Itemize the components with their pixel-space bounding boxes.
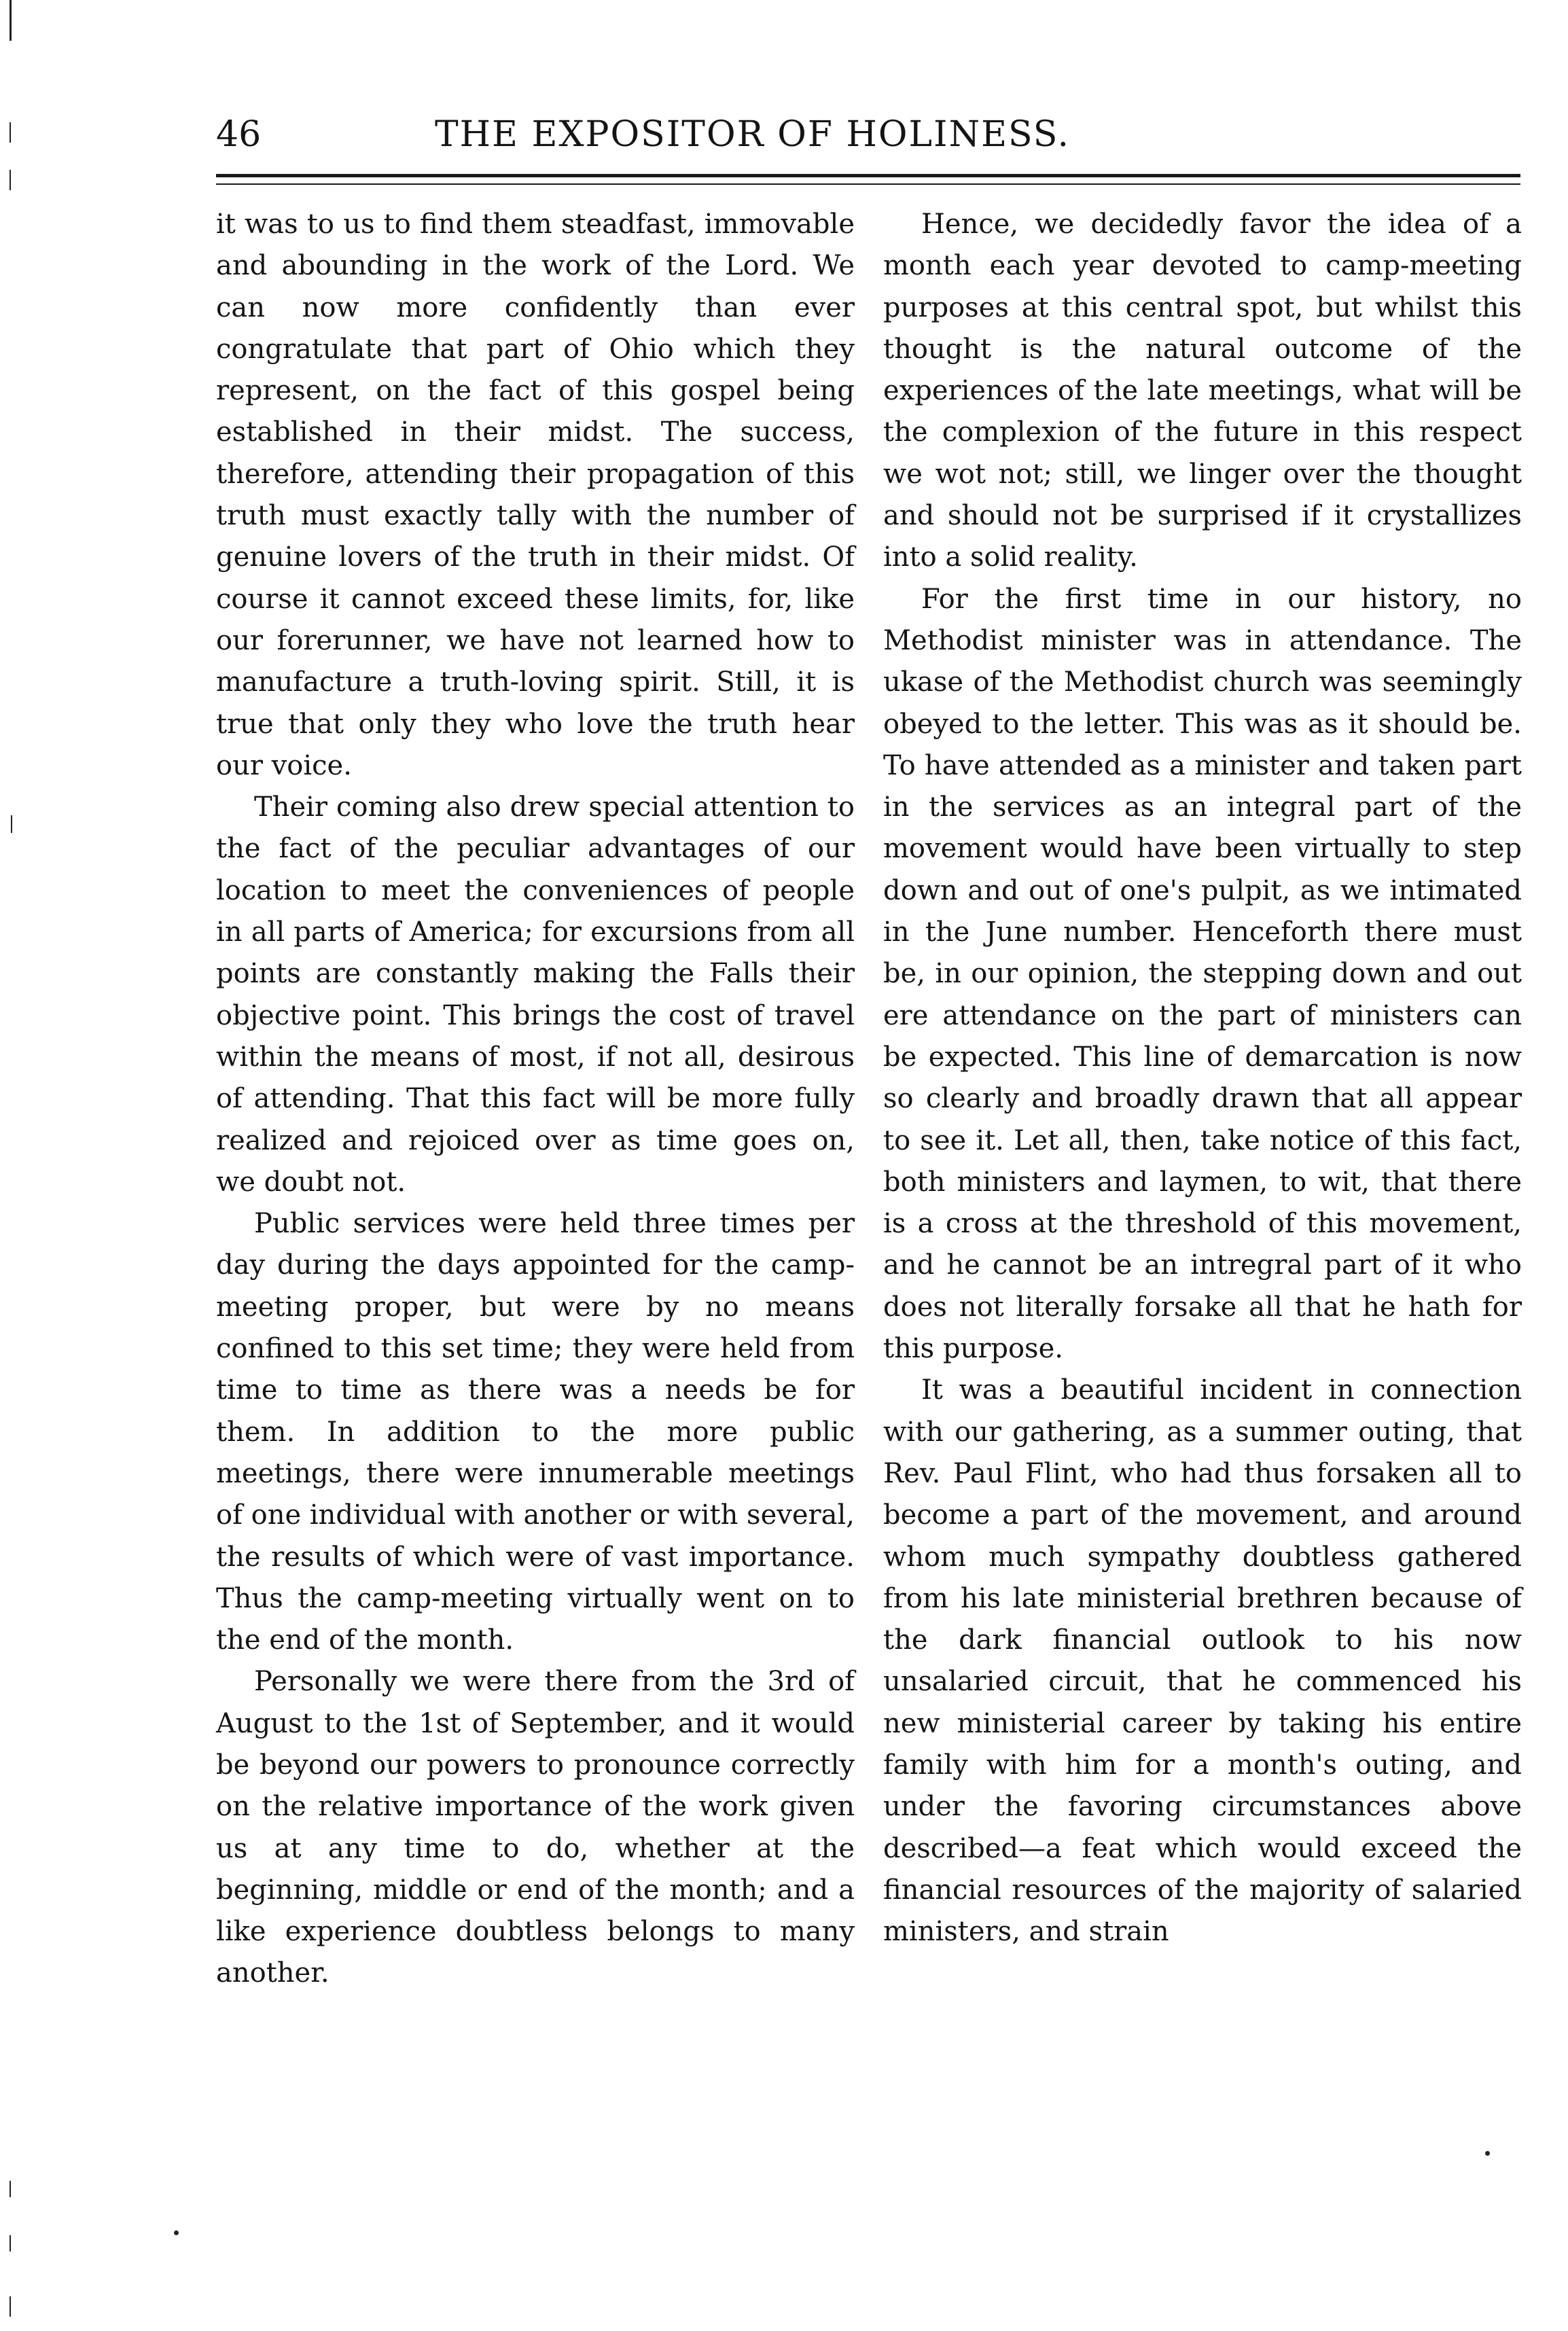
- paragraph: Personally we were there from the 3rd of August to the 1st of September, and it would be beyond our powers to pronounce correctly on the relative importance of the work given us at any time to do, whether at the beginning, middle or end of the month; and a like experience doubtless belongs to many another.: [216, 1666, 855, 1989]
- paragraph: For the first time in our history, no Methodist minister was in attendance. The ukase of the Methodist church was seemingly obeyed to the letter. This was as it should be. To have attended as a minister and taken part in the services as an integral part of the movement would have been virtually to step down and out of one's pulpit, as we intimated in the June number. Henceforth there must be, in our opinion, the stepping down and out ere attendance on the part of ministers can be expected. This line of demarcation is now so clearly and broadly drawn that all appear to see it. Let all, then, take notice of this fact, both ministers and laymen, to wit, that there is a cross at the threshold of this movement, and he cannot be an intregral part of it who does not literally forsake all that he hath for this purpose.: [883, 583, 1522, 1365]
- paragraph: it was to us to find them steadfast, immovable and abounding in the work of the Lord. We can now more confidently than ever congratulate that part of Ohio which they represent, on the fact of this gospel being established in their midst. The success, therefore, attending their propagation of this truth must exactly tally with the number of genuine lovers of the truth in their midst. Of course it cannot exceed these limits, for, like our forerunner, we have not learned how to manufacture a truth-loving spirit. Still, it is true that only they who love the truth hear our voice.: [216, 209, 855, 781]
- header-rule-thick: [216, 174, 1520, 177]
- paragraph: Public services were held three times per day during the days appointed for the camp-meeting proper, but were by no means confined to this set time; they were held from time to time as there was a needs be for them. In addition to the more public meetings, there were innumerable meetings of one individual with another or with several, the results of which were of vast importance. Thus the camp-meeting virtually went on to the end of the month.: [216, 1208, 855, 1656]
- margin-mark: [10, 170, 11, 190]
- running-title: THE EXPOSITOR OF HOLINESS.: [435, 114, 1071, 155]
- margin-mark: [10, 0, 12, 41]
- margin-mark: [10, 2296, 11, 2317]
- paragraph: It was a beautiful incident in connection with our gathering, as a summer outing, that Rev. Paul Flint, who had thus forsaken all to become a part of the movement, and around whom much sympathy doubtless gathered from his late ministerial brethren because of the dark financial outlook to his now unsalaried circuit, that he commenced his new ministerial career by taking his entire family with him for a month's outing, and under the favoring circumstances above described—a feat which would exceed the financial resources of the majority of salaried ministers, and strain: [883, 1374, 1522, 1948]
- scan-dot: [174, 2230, 179, 2235]
- right-column: [883, 204, 1522, 1953]
- page-number: 46: [216, 114, 262, 155]
- paragraph: Hence, we decidedly favor the idea of a month each year devoted to camp-meeting purposes at this central spot, but whilst this thought is the natural outcome of the experiences of the late meetings, what will be the complexion of the future in this respect we wot not; still, we linger over the thought and should not be surprised if it crystallizes into a solid reality.: [883, 209, 1522, 573]
- margin-mark: [10, 2181, 11, 2197]
- header-rule-thin: [216, 183, 1520, 185]
- paragraph: Their coming also drew special attention to the fact of the peculiar advantages of our location to meet the conveniences of people in all parts of America; for excursions from all points are constantly making the Falls their objective point. This brings the cost of travel within the means of most, if not all, desirous of attending. That this fact will be more fully realized and rejoiced over as time goes on, we doubt not.: [216, 791, 855, 1198]
- left-column: [216, 204, 855, 1995]
- margin-mark: [10, 2235, 11, 2252]
- scan-dot: [1485, 2151, 1490, 2156]
- margin-mark: [10, 122, 11, 143]
- margin-mark: [11, 815, 12, 833]
